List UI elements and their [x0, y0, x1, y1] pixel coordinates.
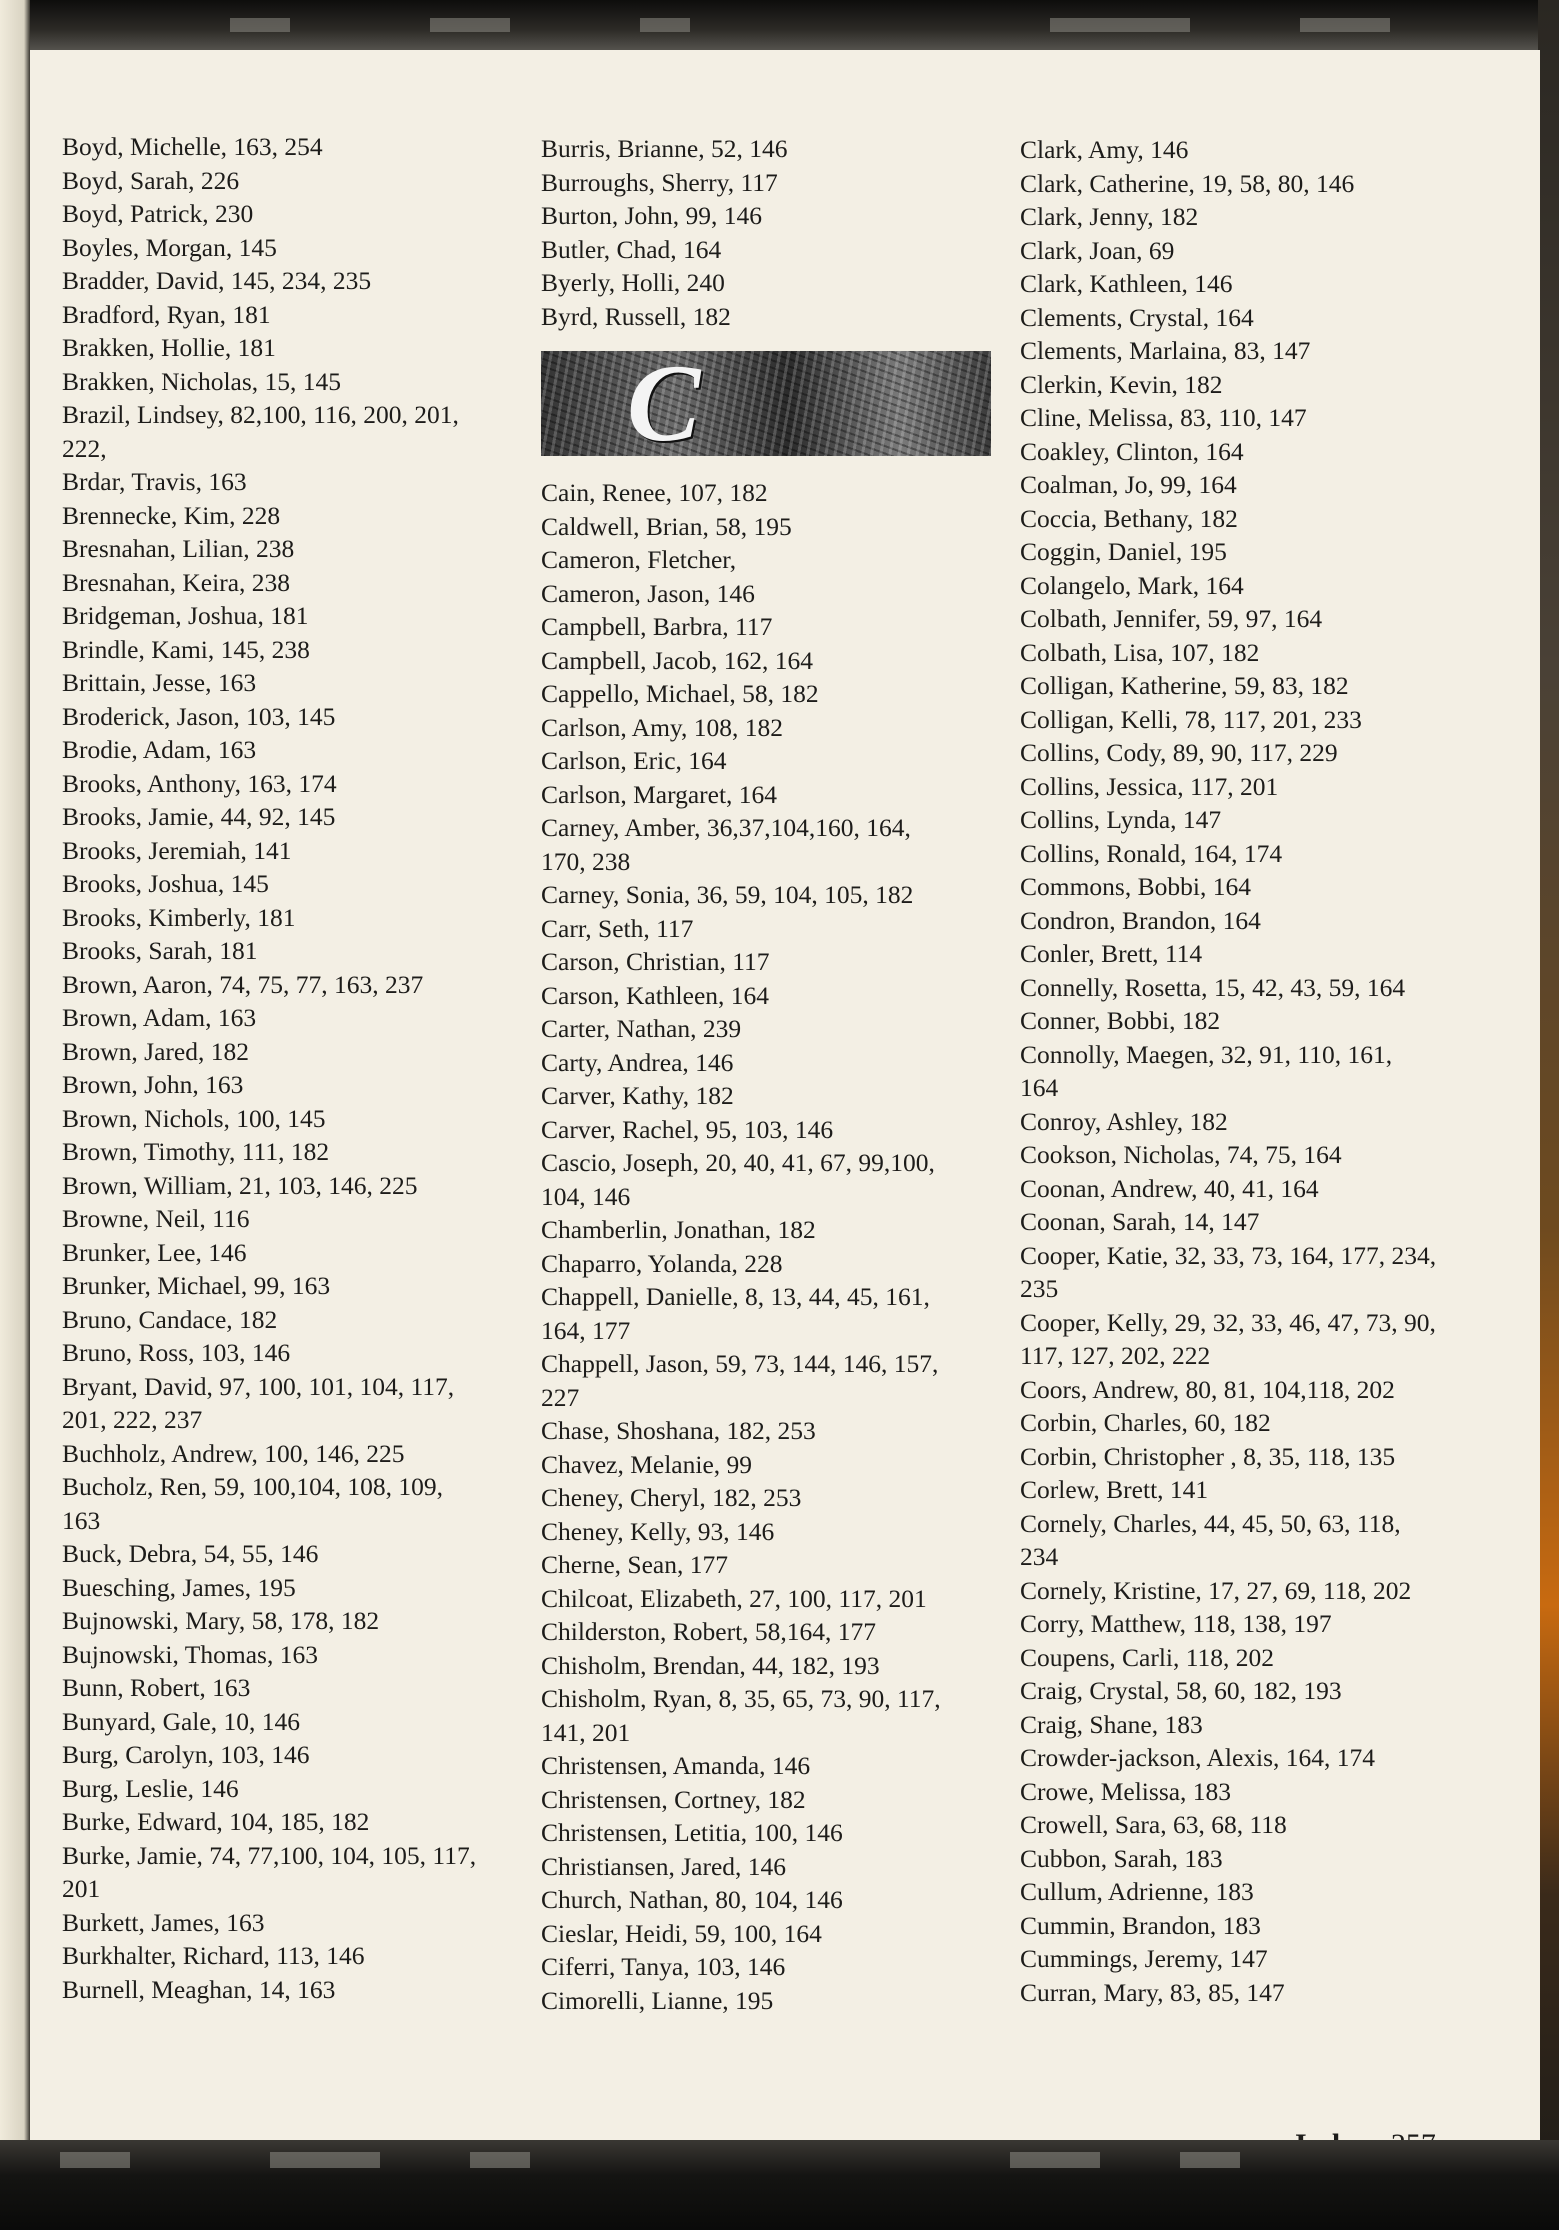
index-entry: Cimorelli, Lianne, 195 — [541, 1985, 774, 2015]
index-entry: Brooks, Joshua, 145 — [62, 869, 269, 898]
index-entry: Christiansen, Jared, 146 — [541, 1851, 787, 1881]
index-entry: Brooks, Jamie, 44, 92, 145 — [62, 802, 336, 831]
index-entry: Buchholz, Andrew, 100, 146, 225 — [62, 1438, 405, 1468]
index-entry: Curran, Mary, 83, 85, 147 — [1020, 1977, 1285, 2007]
index-entry: Chilcoat, Elizabeth, 27, 100, 117, 201 — [541, 1583, 927, 1613]
index-entry: Collins, Cody, 89, 90, 117, 229 — [1020, 738, 1338, 767]
index-entry: Brooks, Sarah, 181 — [62, 936, 258, 965]
index-column-2 — [541, 132, 991, 2017]
index-entry: Cline, Melissa, 83, 110, 147 — [1020, 403, 1307, 432]
top-photo-band — [0, 0, 1559, 54]
index-entry: Conroy, Ashley, 182 — [1020, 1106, 1228, 1136]
index-entry: Bunyard, Gale, 10, 146 — [62, 1706, 300, 1736]
index-entry: Brazil, Lindsey, 82,100, 116, 200, 201, — [62, 400, 459, 429]
index-entry: Burkhalter, Richard, 113, 146 — [62, 1941, 365, 1970]
index-entry: Carlson, Eric, 164 — [541, 746, 727, 775]
index-entry: Colligan, Kelli, 78, 117, 201, 233 — [1020, 704, 1362, 734]
index-entry: Clark, Joan, 69 — [1020, 235, 1175, 265]
index-entry: Brunker, Lee, 146 — [62, 1237, 247, 1267]
index-entry: Burkett, James, 163 — [62, 1907, 265, 1937]
index-entry: Boyles, Morgan, 145 — [62, 232, 277, 262]
index-entry: Brown, Aaron, 74, 75, 77, 163, 237 — [62, 969, 424, 999]
index-entry: Brown, Nichols, 100, 145 — [62, 1103, 326, 1133]
index-entry: Crowder-jackson, Alexis, 164, 174 — [1020, 1743, 1376, 1772]
index-entry: Cappello, Michael, 58, 182 — [541, 679, 819, 708]
index-entry: Clements, Marlaina, 83, 147 — [1020, 336, 1311, 365]
index-column-2-after — [541, 476, 991, 2017]
index-entry: Carty, Andrea, 146 — [541, 1047, 734, 1077]
index-entry: Clerkin, Kevin, 182 — [1020, 369, 1223, 399]
bottom-photo-band — [0, 2140, 1559, 2230]
index-entry: Chappell, Danielle, 8, 13, 44, 45, 161, — [541, 1282, 930, 1311]
index-entry: Cooper, Kelly, 29, 32, 33, 46, 47, 73, 90, — [1020, 1307, 1436, 1337]
index-entry: Bresnahan, Keira, 238 — [62, 567, 291, 597]
index-entry: Chase, Shoshana, 182, 253 — [541, 1416, 816, 1445]
index-entry: 164, 177 — [541, 1315, 631, 1345]
index-entry: Collins, Jessica, 117, 201 — [1020, 771, 1279, 801]
page-right-edge — [1538, 0, 1559, 2230]
index-entry: Conner, Bobbi, 182 — [1020, 1006, 1221, 1035]
index-entry: Chavez, Melanie, 99 — [541, 1449, 753, 1479]
index-entry: Church, Nathan, 80, 104, 146 — [541, 1885, 843, 1914]
index-entry: Coors, Andrew, 80, 81, 104,118, 202 — [1020, 1374, 1395, 1404]
index-entry: Corry, Matthew, 118, 138, 197 — [1020, 1609, 1332, 1638]
index-entry: Carney, Amber, 36,37,104,160, 164, — [541, 813, 911, 842]
index-page — [30, 50, 1540, 2150]
index-entry: Crowell, Sara, 63, 68, 118 — [1020, 1810, 1287, 1839]
index-entry: Burton, John, 99, 146 — [541, 201, 763, 230]
index-entry: Burg, Carolyn, 103, 146 — [62, 1740, 310, 1769]
index-entry: 170, 238 — [541, 846, 631, 876]
index-entry: Cullum, Adrienne, 183 — [1020, 1877, 1254, 1906]
index-entry: Coonan, Sarah, 14, 147 — [1020, 1207, 1260, 1236]
index-entry: Brunker, Michael, 99, 163 — [62, 1271, 331, 1300]
index-entry: Brooks, Jeremiah, 141 — [62, 835, 292, 865]
index-entry: Cummin, Brandon, 183 — [1020, 1910, 1261, 1940]
index-entry: Corlew, Brett, 141 — [1020, 1475, 1209, 1504]
section-letter: C — [627, 342, 701, 464]
index-entry: 163 — [62, 1505, 101, 1535]
index-entry: Corbin, Christopher , 8, 35, 118, 135 — [1020, 1441, 1396, 1471]
index-entry: Chaparro, Yolanda, 228 — [541, 1248, 783, 1278]
index-entry: Cain, Renee, 107, 182 — [541, 478, 768, 507]
index-entry: Burke, Jamie, 74, 77,100, 104, 105, 117, — [62, 1840, 477, 1870]
index-entry: Brown, Adam, 163 — [62, 1003, 257, 1032]
index-entry: Brakken, Nicholas, 15, 145 — [62, 366, 342, 396]
index-entry: Broderick, Jason, 103, 145 — [62, 701, 336, 731]
index-entry: Childerston, Robert, 58,164, 177 — [541, 1617, 877, 1646]
index-entry: Christensen, Amanda, 146 — [541, 1751, 811, 1780]
index-entry: Caldwell, Brian, 58, 195 — [541, 511, 792, 541]
index-entry: Clark, Catherine, 19, 58, 80, 146 — [1020, 168, 1355, 198]
index-entry: 235 — [1020, 1274, 1059, 1303]
index-entry: 117, 127, 202, 222 — [1020, 1341, 1211, 1370]
index-entry: Burroughs, Sherry, 117 — [541, 167, 778, 197]
index-entry: Cookson, Nicholas, 74, 75, 164 — [1020, 1140, 1342, 1169]
index-entry: Boyd, Sarah, 226 — [62, 165, 240, 195]
index-entry: Carney, Sonia, 36, 59, 104, 105, 182 — [541, 880, 914, 909]
index-entry: Coakley, Clinton, 164 — [1020, 436, 1244, 466]
index-entry: Craig, Crystal, 58, 60, 182, 193 — [1020, 1676, 1342, 1705]
index-entry: Bridgeman, Joshua, 181 — [62, 601, 309, 630]
index-entry: Cieslar, Heidi, 59, 100, 164 — [541, 1918, 822, 1948]
section-banner-c — [541, 342, 991, 464]
index-entry: Burnell, Meaghan, 14, 163 — [62, 1974, 336, 2004]
index-entry: Coonan, Andrew, 40, 41, 164 — [1020, 1173, 1319, 1203]
index-entry: Cornely, Kristine, 17, 27, 69, 118, 202 — [1020, 1575, 1412, 1605]
index-entry: 201 — [62, 1874, 101, 1903]
index-entry: Chappell, Jason, 59, 73, 144, 146, 157, — [541, 1349, 939, 1378]
index-entry: Coggin, Daniel, 195 — [1020, 537, 1227, 566]
index-entry: Butler, Chad, 164 — [541, 234, 722, 264]
index-entry: 222, — [62, 433, 107, 463]
index-entry: Clark, Kathleen, 146 — [1020, 269, 1233, 298]
index-entry: Burke, Edward, 104, 185, 182 — [62, 1807, 370, 1836]
index-entry: Burris, Brianne, 52, 146 — [541, 134, 788, 163]
index-entry: Connelly, Rosetta, 15, 42, 43, 59, 164 — [1020, 972, 1406, 1002]
index-entry: Cooper, Katie, 32, 33, 73, 164, 177, 234, — [1020, 1240, 1437, 1270]
index-entry: Brooks, Kimberly, 181 — [62, 902, 296, 932]
index-entry: Colbath, Lisa, 107, 182 — [1020, 637, 1260, 667]
index-entry: Colligan, Katherine, 59, 83, 182 — [1020, 671, 1349, 700]
index-entry: Christensen, Cortney, 182 — [541, 1784, 806, 1814]
index-entry: Cherne, Sean, 177 — [541, 1550, 728, 1579]
index-column-1 — [62, 130, 512, 2006]
index-entry: Bruno, Ross, 103, 146 — [62, 1338, 291, 1367]
index-entry: Cubbon, Sarah, 183 — [1020, 1843, 1223, 1873]
index-entry: Cheney, Cheryl, 182, 253 — [541, 1483, 802, 1512]
index-entry: 234 — [1020, 1542, 1059, 1571]
index-column-2-before — [541, 132, 991, 333]
index-entry: Byerly, Holli, 240 — [541, 268, 725, 297]
index-entry: Bruno, Candace, 182 — [62, 1304, 278, 1334]
index-entry: Coalman, Jo, 99, 164 — [1020, 470, 1237, 499]
index-entry: Bresnahan, Lilian, 238 — [62, 534, 295, 563]
index-entry: Buesching, James, 195 — [62, 1572, 296, 1602]
index-entry: Campbell, Barbra, 117 — [541, 612, 773, 641]
page-left-edge — [0, 0, 30, 2230]
index-entry: Brown, Jared, 182 — [62, 1036, 249, 1066]
index-entry: 164 — [1020, 1073, 1059, 1102]
index-entry: Connolly, Maegen, 32, 91, 110, 161, — [1020, 1039, 1393, 1069]
index-entry: Brown, John, 163 — [62, 1070, 244, 1099]
index-entry: Carver, Rachel, 95, 103, 146 — [541, 1114, 834, 1144]
index-entry: Commons, Bobbi, 164 — [1020, 872, 1251, 901]
index-entry: Campbell, Jacob, 162, 164 — [541, 645, 813, 675]
index-entry: Burg, Leslie, 146 — [62, 1773, 239, 1803]
index-entry: Coccia, Bethany, 182 — [1020, 503, 1238, 533]
index-entry: Crowe, Melissa, 183 — [1020, 1776, 1232, 1806]
index-entry: Buck, Debra, 54, 55, 146 — [62, 1539, 319, 1568]
index-entry: Cheney, Kelly, 93, 146 — [541, 1516, 775, 1546]
index-entry: 201, 222, 237 — [62, 1405, 203, 1434]
index-entry: Colangelo, Mark, 164 — [1020, 570, 1244, 600]
index-entry: Brooks, Anthony, 163, 174 — [62, 768, 337, 798]
index-entry: Brown, Timothy, 111, 182 — [62, 1137, 330, 1166]
index-entry: Cornely, Charles, 44, 45, 50, 63, 118, — [1020, 1508, 1401, 1538]
index-entry: Colbath, Jennifer, 59, 97, 164 — [1020, 604, 1323, 633]
index-entry: Brodie, Adam, 163 — [62, 735, 257, 764]
index-entry: Boyd, Patrick, 230 — [62, 199, 254, 228]
index-entry: Chisholm, Ryan, 8, 35, 65, 73, 90, 117, — [541, 1684, 941, 1713]
index-entry: Brown, William, 21, 103, 146, 225 — [62, 1170, 418, 1200]
index-entry: Carson, Christian, 117 — [541, 947, 770, 976]
index-entry: Ciferri, Tanya, 103, 146 — [541, 1952, 786, 1981]
index-entry: Carr, Seth, 117 — [541, 913, 694, 943]
index-entry: Bunn, Robert, 163 — [62, 1673, 251, 1702]
index-entry: 141, 201 — [541, 1717, 631, 1747]
index-entry: Carlson, Margaret, 164 — [541, 779, 778, 809]
index-entry: Bradford, Ryan, 181 — [62, 299, 271, 329]
index-entry: Boyd, Michelle, 163, 254 — [62, 132, 323, 161]
index-entry: Bujnowski, Mary, 58, 178, 182 — [62, 1606, 380, 1635]
index-entry: Bryant, David, 97, 100, 101, 104, 117, — [62, 1371, 455, 1401]
index-entry: Craig, Shane, 183 — [1020, 1709, 1203, 1739]
index-entry: Bradder, David, 145, 234, 235 — [62, 266, 372, 295]
index-column-3 — [1020, 133, 1470, 2009]
index-entry: Brdar, Travis, 163 — [62, 467, 247, 496]
index-entry: Christensen, Letitia, 100, 146 — [541, 1818, 843, 1847]
index-entry: Brittain, Jesse, 163 — [62, 668, 257, 697]
index-entry: Brakken, Hollie, 181 — [62, 333, 276, 362]
index-entry: Clark, Jenny, 182 — [1020, 202, 1199, 231]
index-entry: Clark, Amy, 146 — [1020, 135, 1189, 164]
index-entry: Chamberlin, Jonathan, 182 — [541, 1215, 816, 1244]
index-entry: Carver, Kathy, 182 — [541, 1081, 734, 1110]
index-entry: Bucholz, Ren, 59, 100,104, 108, 109, — [62, 1472, 444, 1501]
index-entry: Conler, Brett, 114 — [1020, 939, 1203, 968]
index-entry: Collins, Lynda, 147 — [1020, 805, 1222, 834]
index-entry: Cummings, Jeremy, 147 — [1020, 1944, 1268, 1973]
index-entry: Chisholm, Brendan, 44, 182, 193 — [541, 1650, 880, 1680]
index-entry: Byrd, Russell, 182 — [541, 301, 731, 331]
index-entry: Brennecke, Kim, 228 — [62, 500, 281, 530]
index-entry: Carson, Kathleen, 164 — [541, 980, 770, 1010]
index-entry: Corbin, Charles, 60, 182 — [1020, 1408, 1271, 1437]
index-entry: Bujnowski, Thomas, 163 — [62, 1639, 318, 1669]
index-entry: Cameron, Jason, 146 — [541, 578, 755, 608]
index-entry: Coupens, Carli, 118, 202 — [1020, 1642, 1275, 1672]
index-entry: 104, 146 — [541, 1181, 631, 1211]
index-entry: Collins, Ronald, 164, 174 — [1020, 838, 1283, 868]
index-entry: 227 — [541, 1382, 580, 1412]
index-entry: Cameron, Fletcher, — [541, 545, 737, 574]
index-entry: Clements, Crystal, 164 — [1020, 302, 1254, 332]
index-entry: Browne, Neil, 116 — [62, 1204, 250, 1233]
index-entry: Condron, Brandon, 164 — [1020, 905, 1261, 935]
index-entry: Brindle, Kami, 145, 238 — [62, 634, 310, 664]
index-entry: Carter, Nathan, 239 — [541, 1014, 742, 1043]
index-entry: Cascio, Joseph, 20, 40, 41, 67, 99,100, — [541, 1148, 935, 1177]
index-entry: Carlson, Amy, 108, 182 — [541, 712, 784, 742]
